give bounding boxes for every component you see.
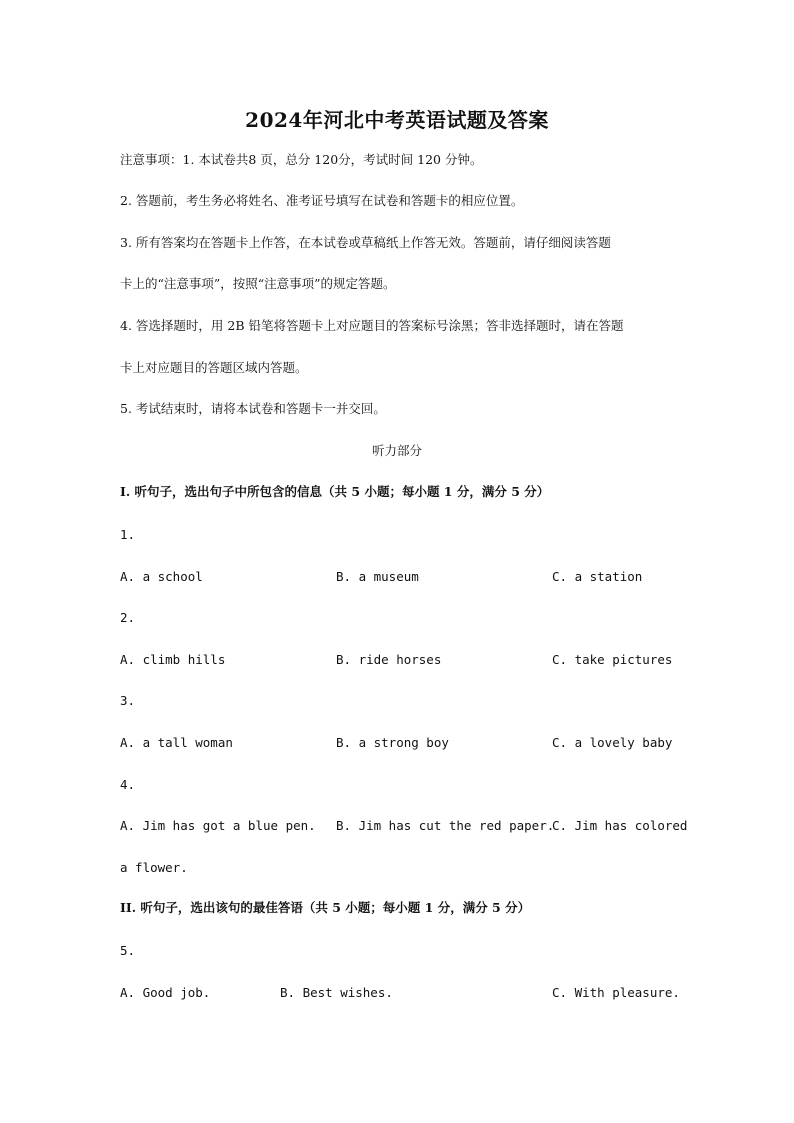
question-number: 1. <box>120 527 136 542</box>
question-number: 2. <box>120 610 136 625</box>
option-c-continued: a flower. <box>120 860 188 875</box>
option-b: B. Jim has cut the red paper. <box>336 818 555 833</box>
part2-heading: II. 听句子，选出该句的最佳答语（共 5 小题；每小题 1 分，满分 5 分） <box>120 900 531 915</box>
option-a: A. Good job. <box>120 985 211 1000</box>
option-a: A. Jim has got a blue pen. <box>120 818 316 833</box>
option-b: B. a museum <box>336 569 419 584</box>
question-number: 4. <box>120 777 136 792</box>
question-number: 5. <box>120 943 136 958</box>
note-4a: 4. 答选择题时，用 2B 铅笔将答题卡上对应题目的答案标号涂黑；答非选择题时，请在答题 <box>120 318 624 333</box>
section-heading: 听力部分 <box>371 443 422 458</box>
note-4b: 卡上对应题目的答题区域内答题。 <box>120 360 308 375</box>
option-c: C. take pictures <box>552 652 673 667</box>
option-a: A. a school <box>120 569 203 584</box>
part1-heading: I. 听句子，选出句子中所包含的信息（共 5 小题；每小题 1 分，满分 5 分） <box>120 484 550 499</box>
note-5: 5. 考试结束时，请将本试卷和答题卡一并交回。 <box>120 401 386 416</box>
option-c: C. a lovely baby <box>552 735 673 750</box>
option-c: C. a station <box>552 569 643 584</box>
note-3a: 3. 所有答案均在答题卡上作答，在本试卷或草稿纸上作答无效。答题前，请仔细阅读答题 <box>120 235 611 250</box>
note-3b: 卡上的“注意事项”，按照“注意事项”的规定答题。 <box>120 276 396 291</box>
option-a: A. climb hills <box>120 652 226 667</box>
option-b: B. ride horses <box>336 652 442 667</box>
option-c: C. Jim has colored <box>552 818 688 833</box>
option-b: B. Best wishes. <box>280 985 393 1000</box>
note-1: 注意事项：1. 本试卷共8 页，总分 120分，考试时间 120 分钟。 <box>120 152 483 167</box>
option-c: C. With pleasure. <box>552 985 680 1000</box>
option-a: A. a tall woman <box>120 735 233 750</box>
option-b: B. a strong boy <box>336 735 449 750</box>
note-2: 2. 答题前，考生务必将姓名、准考证号填写在试卷和答题卡的相应位置。 <box>120 193 524 208</box>
page-title: 2024年河北中考英语试题及答案 <box>245 108 549 132</box>
question-number: 3. <box>120 693 136 708</box>
